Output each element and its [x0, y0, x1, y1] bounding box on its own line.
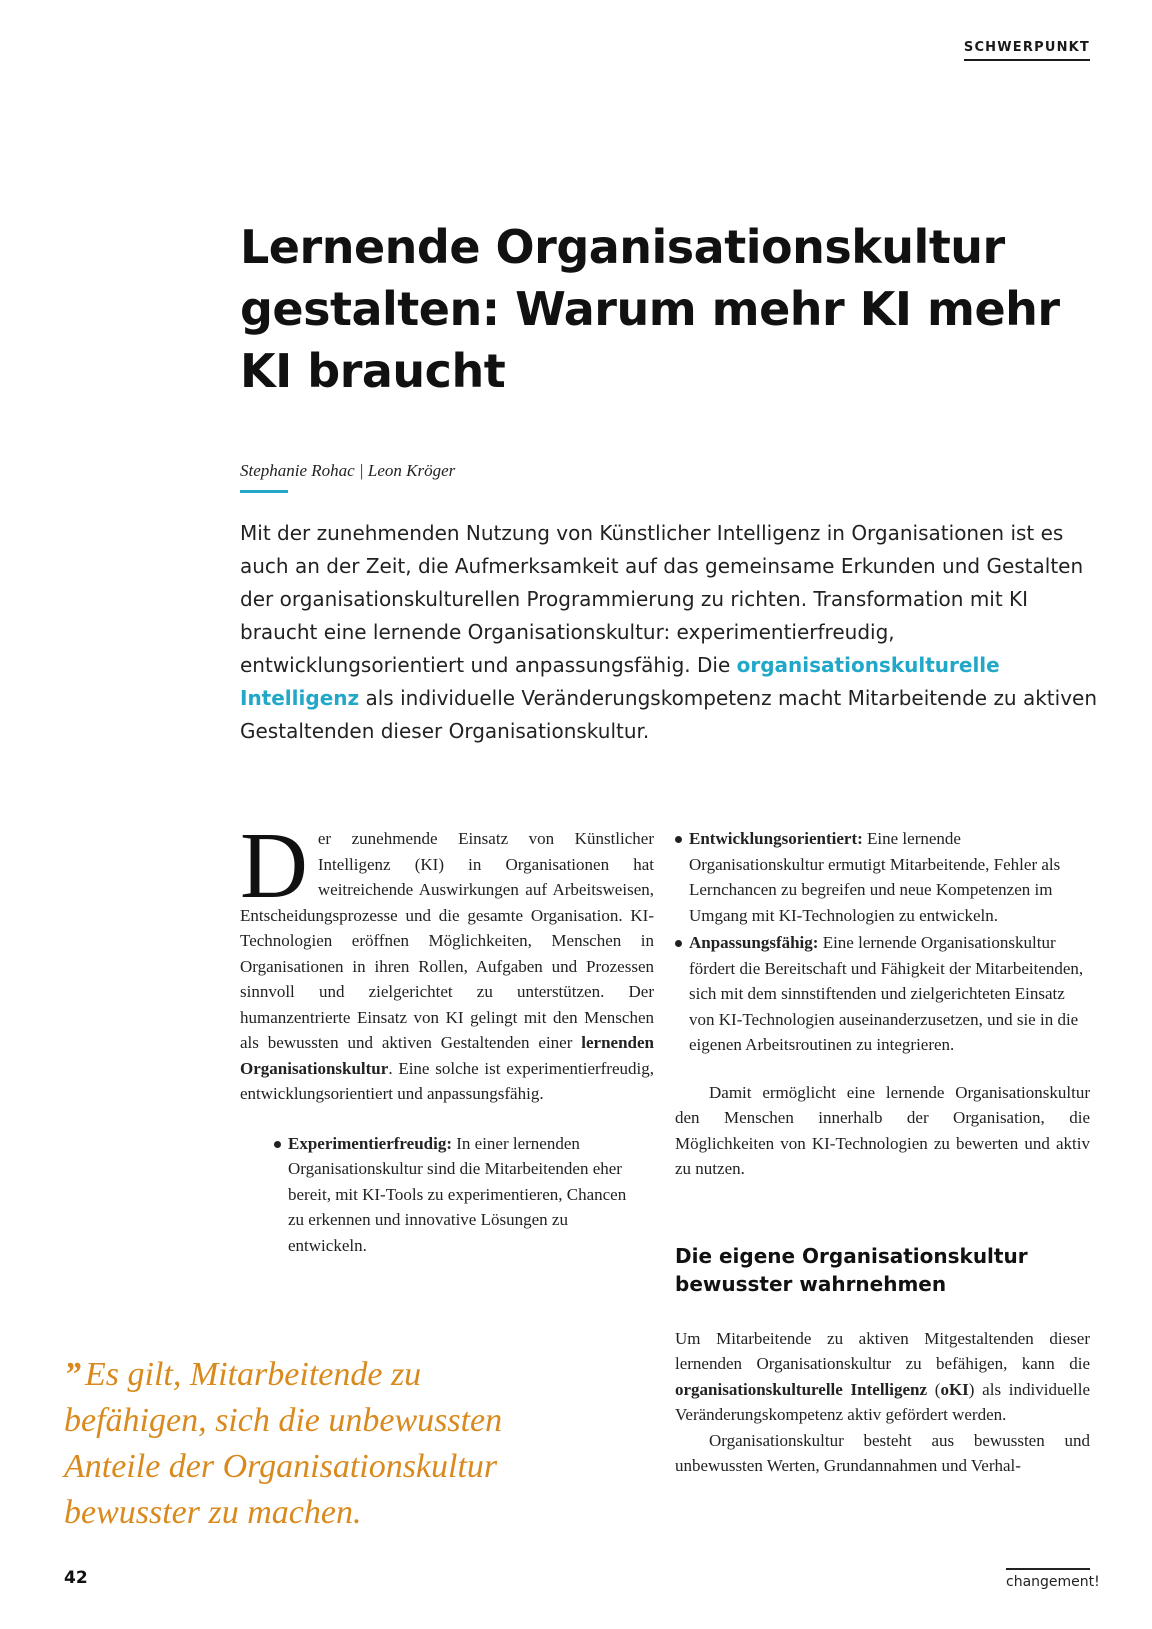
bullet-label: Entwicklungsorientiert: — [689, 829, 863, 848]
intro-text-start: er zunehmende Einsatz von Künstlicher Intelligenz (KI) in Organisationen hat weitreichende Auswirkungen auf Arbeitsweisen, Entscheidungsprozesse und die gesamte Organisation. KI-Technologien eröffnen Möglichkeiten, Menschen in Organisationen in ihren Rollen, Aufgaben und Prozessen sinnvoll und zielgerichtet zu unterstützen. Der humanzentrierte Einsatz von KI gelingt mit den Menschen als bewussten und aktiven Gestaltenden einer — [240, 829, 654, 1052]
lead-highlight: organisationskulturelle Intelligenz — [240, 653, 1000, 710]
quote-mark-icon: ” — [64, 1356, 81, 1393]
conclusion-paragraph: Damit ermöglicht eine lernende Organisationskultur den Menschen innerhalb der Organisation, die Möglichkeiten von KI-Technologien zu bewerten und aktiv zu nutzen. — [675, 1082, 1090, 1178]
body-column-right — [675, 826, 1090, 1479]
section-label: SCHWERPUNKT — [964, 40, 1090, 61]
oki-text-start: Um Mitarbeitende zu aktiven Mitgestaltenden dieser lernenden Organisationskultur zu befähigen, kann die — [675, 1328, 1090, 1373]
article-lead — [240, 517, 1100, 748]
pull-quote — [64, 1352, 544, 1536]
article-title: Lernende Organisationskultur gestalten: Warum mehr KI mehr KI braucht — [240, 220, 1060, 398]
intro-paragraph — [240, 814, 654, 1107]
section-subheading: Die eigene Organisationskultur bewusster wahrnehmen — [675, 1243, 1028, 1296]
oki-bold-term: organisationskulturelle Intelligenz — [675, 1379, 928, 1399]
lead-text-start: Mit der zunehmenden Nutzung von Künstlicher Intelligenz in Organisationen ist es auch an der Zeit, die Aufmerksamkeit auf das gemeinsame Erkunden und Gestalten der organisationskulturellen Programmierung zu richten. Transformation mit KI braucht eine lernende Organisationskultur: experimentierfreudig, entwicklungsorientiert und anpassungsfähig. Die — [240, 521, 1084, 677]
bullet-text: Eine lernende Organisationskultur ermutigt Mitarbeitende, Fehler als Lernchancen zu begreifen und neue Kompetenzen im Umgang mit KI-Technologien zu entwickeln. — [689, 829, 1061, 925]
oki-text-end: ) als individuelle Veränderungskompetenz aktiv gefördert werden. — [675, 1379, 1090, 1424]
bullet-anpassungsfaehig — [675, 930, 1090, 1058]
page-number: 42 — [64, 1568, 88, 1588]
oki-abbreviation: oKI — [940, 1379, 969, 1399]
pull-quote-text: Es gilt, Mitarbeitende zu befähigen, sich die unbewussten Anteile der Organisationskultur bewusster zu machen. — [64, 1356, 503, 1531]
bullet-list-left — [274, 1131, 644, 1259]
intro-bold-term: lernenden Organisationskultur — [240, 1033, 654, 1078]
article-authors: Stephanie Rohac | Leon Kröger — [240, 461, 456, 480]
bullet-text: Eine lernende Organisationskultur fördert die Bereitschaft und Fähigkeit der Mitarbeitenden, sich mit dem sinnstiftenden und zielgerichteten Einsatz von KI-Technologien auseinanderzusetzen, und sie in die eigenen Arbeitsroutinen zu integrieren. — [689, 933, 1084, 1054]
bullet-experimentierfreudig — [274, 1131, 644, 1259]
oki-paragraph — [675, 1326, 1090, 1428]
author-divider — [240, 490, 288, 493]
intro-text-end: . Eine solche ist experimentierfreudig, entwicklungsorientiert und anpassungsfähig. — [240, 1058, 654, 1103]
bullet-list-right — [675, 826, 1090, 1058]
lead-text-end: als individuelle Veränderungskompetenz macht Mitarbeitende zu aktiven Gestaltenden dieser Organisationskultur. — [240, 686, 1098, 743]
culture-paragraph: Organisationskultur besteht aus bewussten und unbewussten Werten, Grundannahmen und Verhal- — [675, 1430, 1090, 1475]
magazine-name: changement! — [1006, 1568, 1090, 1590]
bullet-entwicklungsorientiert — [675, 826, 1090, 928]
body-column-left — [240, 814, 654, 1258]
bullet-text: In einer lernenden Organisationskultur sind die Mitarbeitenden eher bereit, mit KI-Tools zu experimentieren, Chancen zu erkennen und innovative Lösungen zu entwickeln. — [288, 1133, 627, 1255]
bullet-label: Anpassungsfähig: — [689, 933, 819, 952]
oki-paren: ( — [927, 1379, 941, 1399]
bullet-label: Experimentierfreudig: — [288, 1133, 452, 1153]
drop-cap: D — [240, 814, 308, 918]
